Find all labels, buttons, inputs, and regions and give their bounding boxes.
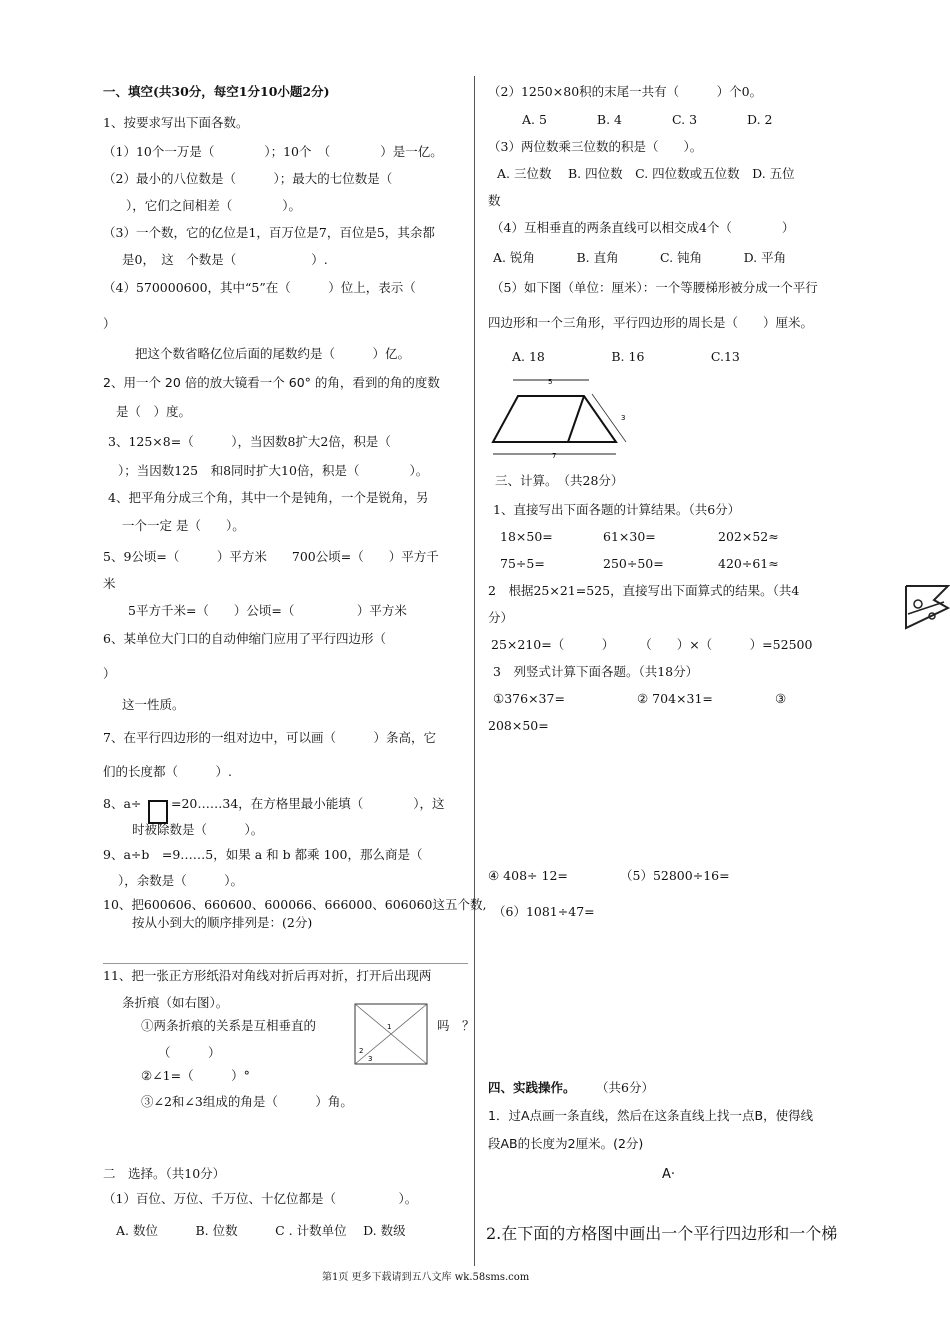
choice-3-text: （3）两位数乘三位数的积是（ ）。	[488, 139, 703, 154]
practice-2-text: 2.在下面的方格图中画出一个平行四边形和一个梯	[486, 1224, 838, 1243]
q6b-text: ）	[103, 666, 116, 681]
q1-1-text: （1）10个一万是（ ）；10个 （ ）是一亿。	[103, 144, 443, 159]
calc-3-r2-c1: ④ 408÷ 12=	[488, 868, 568, 883]
q6a-text: 6、某单位大门口的自动伸缩门应用了平行四边形（	[103, 631, 386, 646]
q3a-text: 3、125×8=（ ），当因数8扩大2倍，积是（	[108, 434, 391, 449]
calc-3-r1-c2: ② 704×31=	[637, 691, 713, 706]
choice-4-options: A. 锐角 B. 直角 C. 钝角 D. 平角	[493, 250, 787, 265]
practice-1b-text: 段AB的长度为2厘米。(2分)	[488, 1136, 644, 1151]
choice-4-text: （4）互相垂直的两条直线可以相交成4个（ ）	[491, 220, 795, 235]
column-divider	[474, 76, 475, 1266]
calc-1-r1-c3: 202×52≈	[718, 529, 779, 544]
q1-3a-text: （3）一个数，它的亿位是1，百万位是7，百位是5，其余都	[103, 225, 435, 240]
calc-3-text: 3 列竖式计算下面各题。（共18分）	[493, 664, 699, 679]
calc-1-text: 1、直接写出下面各题的计算结果。（共6分）	[493, 502, 741, 517]
q8-answer-box	[148, 800, 168, 824]
trapezoid-figure	[488, 374, 650, 460]
calc-1-r2-c2: 250÷50=	[603, 556, 664, 571]
q11-2-text: ②∠1=（ ）°	[141, 1068, 250, 1083]
calc-2a-text: 2 根据25×21=525，直接写出下面算式的结果。（共4	[488, 583, 800, 598]
q2a-text: 2、用一个 20 倍的放大镜看一个 60° 的角，看到的角的度数	[103, 375, 440, 390]
point-a-label: A·	[662, 1167, 676, 1182]
calc-3-r1b: 208×50=	[488, 718, 549, 733]
q10a-text: 10、把600606、660600、600066、666000、606060这五个数,	[103, 897, 487, 912]
choice-1-text: （1）百位、万位、千万位、十亿位都是（ ）。	[103, 1191, 418, 1206]
q7a-text: 7、在平行四边形的一组对边中，可以画（ ）条高，它	[103, 730, 436, 745]
section-1-title: 一、填空(共30分，每空1分10小题2分)	[103, 84, 330, 99]
q8a-post-text: =20……34，在方格里最小能填（ ），这	[171, 796, 445, 811]
q9a-text: 9、a÷b =9……5，如果 a 和 b 都乘 100，那么商是（	[103, 847, 423, 862]
q1-2a-text: （2）最小的八位数是（ ）；最大的七位数是（	[103, 171, 393, 186]
choice-5b-text: 四边形和一个三角形，平行四边形的周长是（ ）厘米。	[488, 315, 814, 330]
q11-1-text: ①两条折痕的关系是互相垂直的	[141, 1018, 317, 1033]
q11-1-blank: （ ）	[158, 1045, 221, 1060]
q1-4b-text: ）	[103, 316, 116, 331]
choice-3-options-2: 数	[488, 193, 501, 208]
section-4-points: （共6分）	[596, 1080, 654, 1095]
q1-4a-text: （4）570000600，其中“5”在（ ）位上，表示（	[103, 280, 416, 295]
q9b-text: ），余数是（ ）。	[118, 873, 244, 888]
q7b-text: 们的长度都（ ）.	[103, 764, 232, 779]
choice-2-text: （2）1250×80积的末尾一共有（ ）个0。	[488, 84, 763, 99]
q11-3-text: ③∠2和∠3组成的角是（ ）角。	[141, 1094, 353, 1109]
trap-label-side: 3	[621, 414, 626, 422]
folded-square-figure	[354, 1003, 428, 1065]
choice-2-options: A. 5 B. 4 C. 3 D. 2	[522, 112, 773, 127]
q1-2b-text: ），它们之间相差（ ）。	[126, 198, 302, 213]
q1-3b-text: 是0， 这 个数是（ ）.	[122, 252, 328, 267]
calc-3-r3: （6）1081÷47=	[493, 904, 595, 919]
q2b-text: 是（ ）度。	[116, 404, 192, 419]
q1-text: 1、按要求写出下面各数。	[103, 115, 249, 130]
q6c-text: 这一性质。	[122, 697, 185, 712]
calc-1-r1-c1: 18×50=	[500, 529, 553, 544]
q3b-text: ）；当因数125 和8同时扩大10倍，积是（ ）。	[118, 463, 429, 478]
calc-3-r1-c3: ③	[775, 691, 787, 706]
q5c-text: 5平方千米=（ ）公顷=（ ）平方米	[128, 603, 407, 618]
choice-1-options: A. 数位 B. 位数 C . 计数单位 D. 数级	[116, 1223, 406, 1238]
answer-line	[103, 963, 468, 964]
q11-1-question: 吗 ？	[437, 1018, 475, 1033]
choice-5-options: A. 18 B. 16 C.13	[512, 349, 740, 364]
calc-2-equation: 25×210=（ ） （ ）×（ ）=52500	[491, 637, 813, 652]
q1-4c-text: 把这个数省略亿位后面的尾数约是（ ）亿。	[135, 346, 411, 361]
fig-label-1: 1	[387, 1023, 392, 1031]
section-4-title: 四、实践操作。	[488, 1080, 576, 1095]
trap-label-bottom: 7	[552, 452, 557, 460]
calc-2b-text: 分）	[488, 610, 514, 625]
q5a-text: 5、9公顷=（ ）平方米 700公顷=（ ）平方千	[103, 549, 439, 564]
choice-3-options: A. 三位数 B. 四位数 C. 四位数或五位数 D. 五位	[497, 166, 795, 181]
fig-label-2: 2	[359, 1047, 364, 1055]
q10b-text: 按从小到大的顺序排列是：(2分)	[132, 915, 313, 930]
page-footer: 第1页 更多下载请到五八文库 wk.58sms.com	[322, 1272, 530, 1283]
q11b-text: 条折痕（如右图）。	[122, 995, 229, 1010]
choice-5a-text: （5）如下图（单位：厘米）：一个等腰梯形被分成一个平行	[491, 280, 818, 295]
q5b-text: 米	[103, 576, 116, 591]
practice-1a-text: 1．过A点画一条直线，然后在这条直线上找一点B，使得线	[488, 1108, 814, 1123]
q8b-text: 时被除数是（ ）。	[132, 822, 264, 837]
section-2-title: 二 选择。（共10分）	[103, 1166, 226, 1181]
trap-label-top: 5	[548, 378, 553, 386]
fig-label-3: 3	[368, 1055, 373, 1063]
calc-3-r2-c2: （5）52800÷16=	[620, 868, 730, 883]
calc-1-r2-c1: 75÷5=	[500, 556, 545, 571]
calc-1-r2-c3: 420÷61≈	[718, 556, 779, 571]
q11a-text: 11、把一张正方形纸沿对角线对折后再对折，打开后出现两	[103, 968, 432, 983]
calc-3-r1-c1: ①376×37=	[493, 691, 565, 706]
calc-1-r1-c2: 61×30=	[603, 529, 656, 544]
section-3-title: 三、计算。 （共28分）	[495, 473, 624, 488]
q4a-text: 4、把平角分成三个角，其中一个是钝角，一个是锐角，另	[108, 490, 429, 505]
side-clipping-graphic	[904, 582, 950, 632]
q8a-pre-text: 8、a÷	[103, 796, 142, 811]
q4b-text: 一个一定 是（ ）。	[122, 518, 245, 533]
